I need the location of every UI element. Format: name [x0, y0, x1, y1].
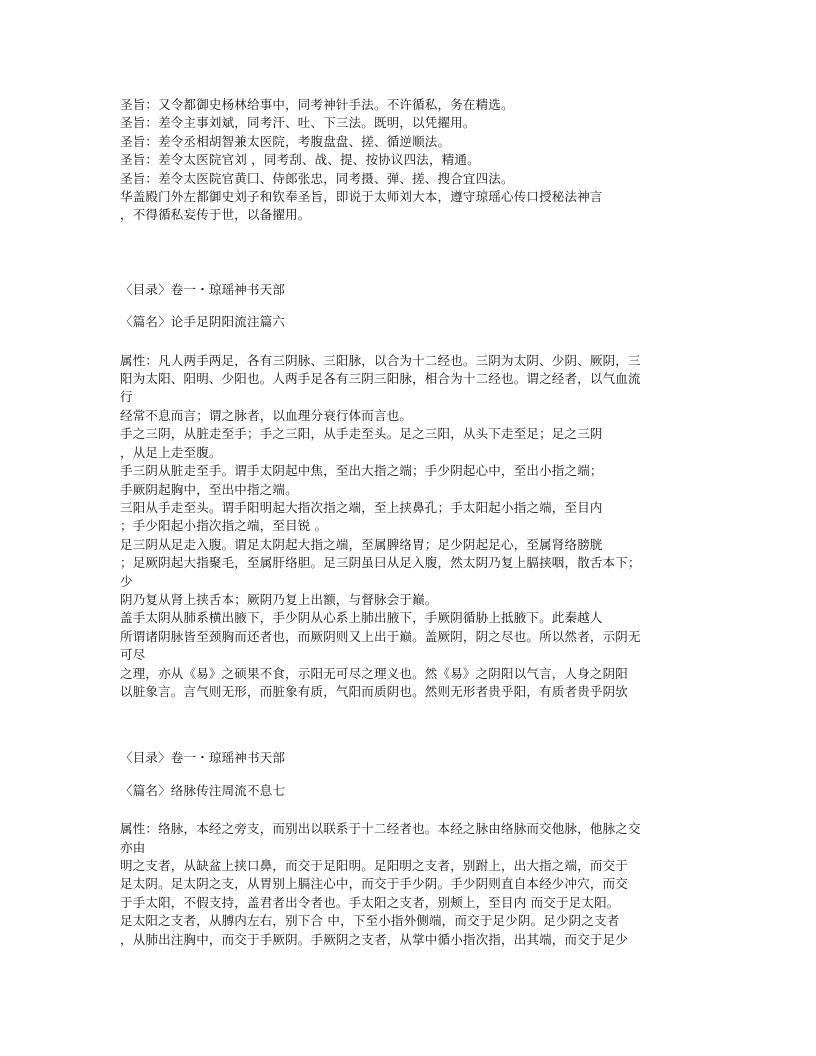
chapter-title: 〈篇名〉络脉传注周流不息七: [120, 782, 286, 798]
body-line: 少: [120, 573, 133, 589]
body-line: 足太阳之支者，从膊内左右，别下合 中，下至小指外侧端，而交于足少阴。足少阴之支者: [120, 913, 620, 929]
section-6: [120, 281, 700, 702]
intro-line: ，不得循私妄传于世，以备擢用。: [120, 207, 311, 223]
body-line: 属性：络脉，本经之旁支，而别出以联系于十二经者也。本经之脉由络脉而交他脉，他脉之交: [120, 821, 641, 837]
body-line: 亦由: [120, 839, 146, 855]
body-line: 属性：凡人两手两足，各有三阴脉、三阳脉，以合为十二经也。三阴为太阴、少阴、厥阴，三: [120, 352, 641, 368]
body-line: 阴乃复从肾上挟舌本；厥阴乃复上出额，与督脉会于巅。: [120, 591, 438, 607]
intro-block: [120, 96, 700, 225]
intro-line: 圣旨：差令太医院官刘 ，同考刮、战、提、按协议四法，精通。: [120, 152, 480, 168]
document-page: [120, 96, 700, 949]
body-line: 三阳从手走至头。谓手阳明起大指次指之端，至上挟鼻孔；手太阳起小指之端，至目内: [120, 499, 603, 515]
body-line: 足太阴。足太阴之支，从胃别上膈注心中，而交于手少阴。手少阴则直自本经少冲穴，而交: [120, 876, 629, 892]
body-line: 经常不息而言；谓之脉者，以血理分衰行体而言也。: [120, 407, 413, 423]
intro-line: 圣旨：又令都御史杨林给事中，同考神针手法。不许循私，务在精选。: [120, 97, 514, 112]
body-line: ，从足上走至腹。: [120, 444, 222, 460]
chapter-title: 〈篇名〉论手足阴阳流注篇六: [120, 314, 286, 330]
body-line: ；足厥阴起大指聚毛，至属肝络胆。足三阴虽曰从足入腹，然太阴乃复上膈挟咽，散舌本下；: [120, 555, 641, 571]
intro-line: 华盖殿门外左都御史刘子和钦奉圣旨，即说于太师刘大本，遵守琼瑶心传口授秘法神言: [120, 189, 603, 205]
intro-line: 圣旨：差令主事刘斌，同考汗、吐、下三法。既明，以凭擢用。: [120, 115, 476, 131]
body-line: 可尽: [120, 647, 146, 663]
body-line: ；手少阳起小指次指之端，至目锐 。: [120, 518, 328, 534]
body-line: 以脏象言。言气则无形，而脏象有质，气阳而质阴也。然则无形者贵乎阳，有质者贵乎阴欤: [120, 683, 629, 699]
body-line: 手三阴从脏走至手。谓手太阴起中焦，至出大指之端；手少阴起心中，至出小指之端；: [120, 463, 603, 479]
catalog-heading: 〈目录〉卷一・琼瑶神书天部: [120, 281, 286, 297]
body-line: 明之支者，从缺盆上挟口鼻，而交于足阳明。足阳明之支者，别跗上，出大指之端，而交于: [120, 858, 629, 873]
body-line: 于手太阳，不假支持，盖君者出令者也。手太阳之支者，别颊上，至目内 而交于足太阳。: [120, 894, 620, 910]
body-line: 行: [120, 389, 133, 405]
body-line: 阳为太阳、阳明、少阳也。人两手足各有三阴三阳脉，相合为十二经也。谓之经者，以气血流: [120, 371, 641, 387]
body-line: 之理，亦从《易》之硕果不食，示阳无可尽之理义也。然《易》之阴阳以气言，人身之阴阳: [120, 665, 629, 681]
section-7: [120, 749, 700, 949]
body-line: 足三阴从足走入腹。谓足太阴起大指之端，至属脾络胃；足少阴起足心，至属肾络膀胱: [120, 536, 603, 552]
body-line: 盖手太阴从肺系横出腋下，手少阴从心系上肺出腋下，手厥阴循胁上抵腋下。此秦越人: [120, 610, 603, 626]
body-line: 所谓诸阴脉皆至颈胸而还者也，而厥阴则又上出于巅。盖厥阴，阴之尽也。所以然者，示阴无: [120, 628, 641, 644]
section-body: [120, 820, 700, 949]
body-line: 手之三阴，从脏走至手；手之三阳，从手走至头。足之三阳，从头下走至足；足之三阴: [120, 426, 603, 442]
body-line: 手厥阴起胸中，至出中指之端。: [120, 481, 298, 497]
catalog-heading: 〈目录〉卷一・琼瑶神书天部: [120, 750, 286, 766]
body-line: ，从肺出注胸中，而交于手厥阴。手厥阴之支者，从掌中循小指次指，出其端，而交于足少: [120, 931, 629, 947]
intro-line: 圣旨：差令太医院官黄囗、侍郎张忠，同考摄、弹、搓、搜合宜四法。: [120, 170, 514, 186]
section-body: [120, 352, 700, 702]
intro-line: 圣旨：差令丞相胡智兼太医院，考腹盘盘、搓、循逆顺法。: [120, 133, 451, 149]
